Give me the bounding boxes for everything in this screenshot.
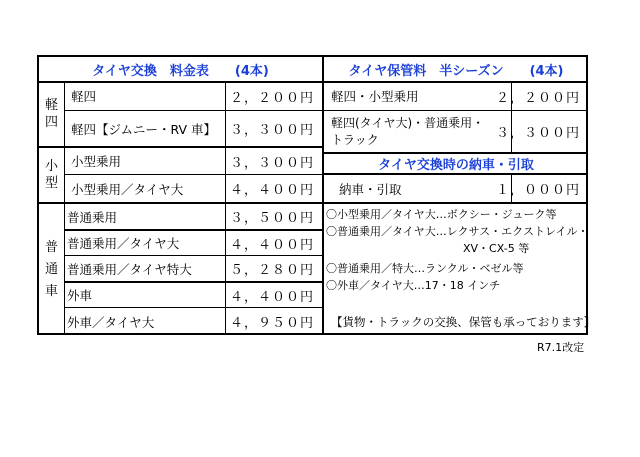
delivery-header: タイヤ交換時の納車・引取	[378, 158, 534, 173]
exchange-row-price: ４，４００円	[229, 237, 314, 253]
storage-row-name: 軽四・小型乗用	[331, 89, 419, 104]
delivery-name: 納車・引取	[339, 181, 402, 197]
note-line: 〇外車／タイヤ大…17・18 インチ	[326, 279, 501, 292]
storage-table-header: タイヤ保管料 半シーズン (4本)	[348, 63, 564, 79]
category-divider	[64, 82, 65, 335]
note-line: 〇普通乗用／タイヤ大…レクサス・エクストレイル・	[326, 225, 589, 238]
exchange-row-price: ４，４００円	[229, 183, 314, 198]
price-sheet	[37, 55, 596, 335]
storage-row-name: 軽四(タイヤ大)・普通乗用・ トラック	[331, 116, 485, 147]
exchange-row-name: 小型乗用	[71, 154, 122, 169]
cargo-note: 【貨物・トラックの交換、保管も承っております】	[331, 315, 596, 329]
exchange-row-price: ３，３００円	[229, 123, 314, 138]
exchange-row-price: ４，４００円	[229, 289, 314, 305]
exchange-row-name: 軽四	[71, 89, 97, 104]
note-line: XV・CX-5 等	[463, 242, 530, 255]
exchange-row-price: ５，２８０円	[229, 263, 314, 278]
category-kogata: 小 型	[44, 159, 58, 191]
exchange-row-name: 外車／タイヤ大	[67, 314, 155, 330]
category-kei: 軽 四	[44, 98, 58, 130]
exchange-row-price: ２，２００円	[229, 90, 314, 106]
revision-label: R7.1改定	[537, 341, 585, 354]
exchange-row-name: 普通乗用／タイヤ大	[67, 236, 180, 251]
exchange-row-name: 普通乗用	[67, 209, 118, 225]
storage-row-price: ３，３００円	[495, 126, 580, 141]
delivery-price: １，０００円	[495, 183, 580, 198]
storage-row-price: ２，２００円	[495, 90, 580, 106]
exchange-row-name: 外車	[67, 288, 93, 303]
exchange-row-price: ３，３００円	[229, 155, 314, 171]
exchange-row-name: 普通乗用／タイヤ特大	[67, 261, 192, 277]
exchange-row-price: ４，９５０円	[229, 316, 314, 331]
center-divider	[322, 57, 324, 335]
exchange-row-name: 軽四【ジムニー・RV 車】	[71, 121, 217, 137]
category-futsu: 普 通 車	[44, 239, 58, 299]
exchange-row-price: ３，５００円	[229, 211, 314, 226]
exchange-row-name: 小型乗用／タイヤ大	[71, 181, 184, 197]
note-line: 〇普通乗用／特大…ランクル・ベゼル等	[326, 262, 524, 275]
exchange-table-header: タイヤ交換 料金表 (4本)	[92, 63, 269, 79]
note-line: 〇小型乗用／タイヤ大…ボクシー・ジューク等	[326, 208, 557, 221]
